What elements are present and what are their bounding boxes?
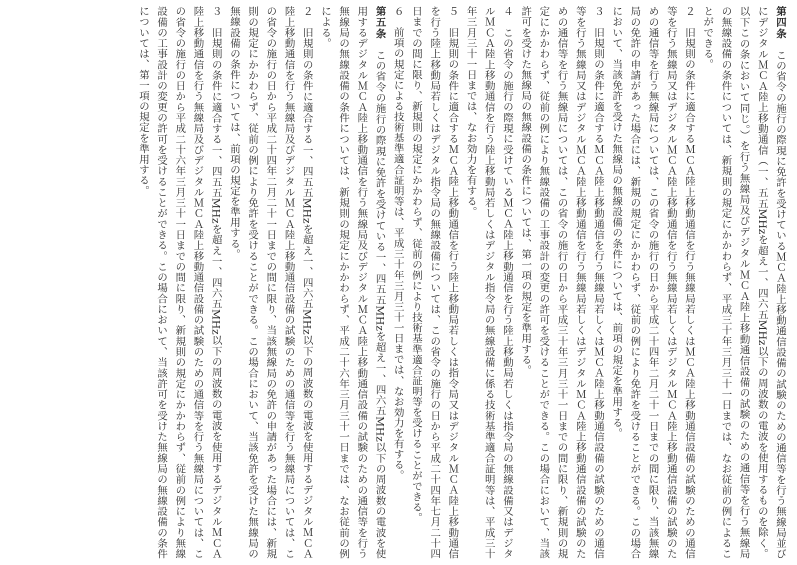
article-4-paragraph-5 [407, 6, 462, 559]
article-5-paragraph-2-text: 旧規則の条件に適合する一、四五五MHzを超え一、四六五MHz以下の周波数の電波を使用するデジタルＭＣＡ陸上移動通信を行う無線局及びデジタルＭＣＡ陸上移動通信設備の試験のための通信等を行う無線局については、この省令の施行の日から平成二十四年二月二十一日までの間に限り、当該無線局の免許の申請があった場合には、新規則の規定にかかわらず、従前の例により免許を受けることができる。この場合において、当該免許を受けた無線局の無線設備の条件については、前項の規定を準用する。 [227, 6, 313, 559]
paragraph-number: ２ [300, 6, 313, 17]
article-5-paragraph-3 [134, 6, 225, 559]
paragraph-number: ５ [446, 6, 459, 17]
paragraph-number: ３ [591, 6, 604, 17]
paragraph-number: ２ [682, 6, 695, 17]
article-4-paragraph-6 [389, 6, 407, 559]
paragraph-number: ６ [391, 6, 404, 17]
paragraph-number: ３ [209, 6, 222, 17]
article-4-paragraph-5-text: 旧規則の条件に適合するＭＣＡ陸上移動通信を行う陸上移動局若しくは指令局又はデジタルＭＣＡ陸上移動通信を行う陸上移動局若しくはデジタル指令局の無線設備については、この省令の施行の日から平成二十四年七月二十四日までの間に限り、新規則の規定にかかわらず、従前の例により技術基準適合証明等を受けることができる。 [409, 6, 459, 559]
article-5-paragraph-1-text: この省令の施行の際現に免許を受けている一、四五五MHzを超え一、四六五MHz以下の周波数の電波を使用するデジタルＭＣＡ陸上移動通信を行う無線局及びデジタルＭＣＡ陸上移動通信設備の試験のための通信等を行う無線局の無線設備の条件については、新規則の規定にかかわらず、平成二十六年三月三十一日までは、なお従前の例による。 [318, 6, 386, 559]
paragraph-number: ４ [500, 6, 513, 17]
article-5-paragraph-1 [316, 6, 389, 559]
vertical-document-page [8, 6, 789, 559]
article-4-paragraph-1 [698, 6, 789, 559]
article-4-heading: 第四条 [774, 6, 786, 40]
article-5-heading: 第五条 [373, 6, 386, 40]
article-4-paragraph-3-text: 旧規則の条件に適合するＭＣＡ陸上移動通信を行う無線局若しくはＭＣＡ陸上移動通信設備の試験のための通信等を行う無線局又はデジタルＭＣＡ陸上移動通信を行う無線局若しくはデジタルＭＣＡ陸上移動通信設備の試験のための通信等を行う無線局については、この省令の施行の日から平成三十年三月三十一日までの間に限り、新規則の規定にかかわらず、従前の例により無線設備の工事設計の変更の許可を受けることができる。この場合において、当該許可を受けた無線局の無線設備の条件については、第一項の規定を準用する。 [519, 6, 604, 559]
article-4-paragraph-4-text: この省令の施行の際現に受けているＭＣＡ陸上移動通信を行う陸上移動局若しくは指令局の無線設備又はデジタルＭＣＡ陸上移動通信を行う陸上移動局若しくはデジタル指令局の無線設備に係る技術基準適合証明等は、平成三十年三月三十一日までは、なお効力を有する。 [464, 6, 513, 559]
article-4-paragraph-2 [607, 6, 698, 559]
article-5-paragraph-3-text: 旧規則の条件に適合する一、四五五MHzを超え一、四六五MHz以下の周波数の電波を使用するデジタルＭＣＡ陸上移動通信を行う無線局及びデジタルＭＣＡ陸上移動通信設備の試験のための通信等を行う無線局については、この省令の施行の日から平成二十六年三月三十一日までの間に限り、新規則の規定にかかわらず、従前の例により無線設備の工事設計の変更の許可を受けることができる。この場合において、当該許可を受けた無線局の無線設備の条件については、第一項の規定を準用する。 [136, 6, 222, 559]
article-4-paragraph-4 [461, 6, 516, 559]
article-5-paragraph-2 [225, 6, 316, 559]
article-4-paragraph-6-text: 前項の規定による技術基準適合証明等は、平成三十年三月三十一日までは、なお効力を有する。 [391, 26, 404, 481]
article-4-paragraph-2-text: 旧規則の条件に適合するＭＣＡ陸上移動通信を行う無線局若しくはＭＣＡ陸上移動通信設備の試験のための通信等を行う無線局又はデジタルＭＣＡ陸上移動通信を行う無線局若しくはデジタルＭＣＡ陸上移動通信設備の試験のための通信等を行う無線局については、この省令の施行の日から平成二十四年二月二十一日までの間に限り、当該無線局の免許の申請があった場合には、新規の規定にかかわらず、従前の例により免許を受けることができる。この場合において、当該免許を受けた無線局の無線設備の条件については、前項の規定を準用する。 [610, 6, 695, 559]
article-4-paragraph-3 [516, 6, 607, 559]
article-4-paragraph-1-text: この省令の施行の際現に免許を受けているＭＣＡ陸上移動通信設備の試験のための通信等を行う無線局並びにデジタルＭＣＡ陸上移動通信（一、五五MHzを超え一、四六五MHz以下の周波数の電波を使用するものを除く。以下この条において同じ。）を行う無線局及びデジタルＭＣＡ陸上移動通信設備の試験のための通信等を行う無線局の無線設備の条件については、新規則の規定にかかわらず、平成三十年三月三十一日までは、なお従前の例によることができる。 [701, 6, 786, 559]
